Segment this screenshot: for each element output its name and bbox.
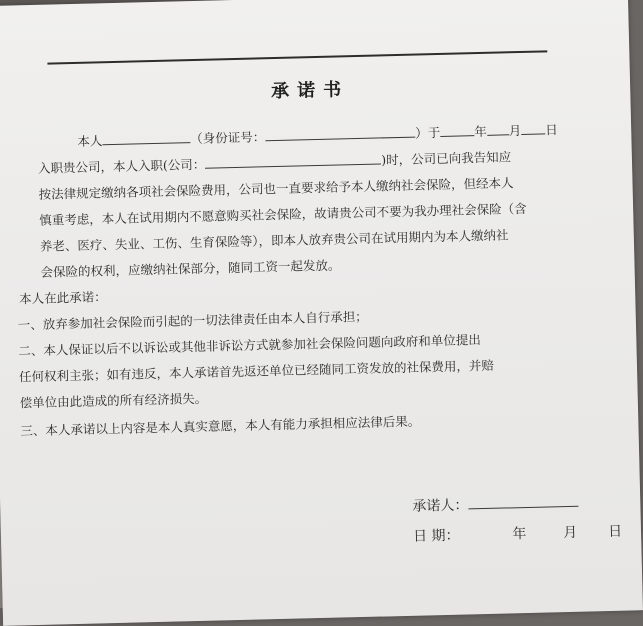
line-11: 偿单位由此造成的所有经济损失。: [19, 390, 208, 411]
line-1: [77, 120, 558, 150]
date-year-label: 年: [512, 526, 527, 543]
spacer: [531, 537, 559, 538]
date-row: [413, 521, 623, 546]
signer-label: 承诺人：: [412, 497, 469, 515]
spacer: [582, 536, 604, 537]
line-10: 任何权利主张；如有违反，本人承诺首先返还单位已经随同工资发放的社保费用，并赔: [18, 357, 495, 385]
line-3: 按法律规定缴纳各项社会保险费用，公司也一直要求给予本人缴纳社会保险，但经本人: [38, 175, 514, 202]
line-8: 一、放弃参加社会保险而引起的一切法律责任由本人自行承担；: [17, 308, 368, 333]
text-segment: 年: [474, 123, 487, 140]
document-title: 承诺书: [270, 79, 350, 103]
date-month-label: 月: [563, 524, 578, 542]
line-4: 慎重考虑，本人在试用期内不愿意购买社会保险，故请贵公司不要为我办理社会保险（含: [39, 200, 527, 228]
line-12: 三、本人承诺以上内容是本人真实意愿，本人有能力承担相应法律后果。: [20, 413, 421, 439]
id-number-blank: [265, 125, 415, 142]
date-label: 日 期：: [412, 527, 460, 545]
spacer: [464, 538, 508, 539]
signer-blank: [468, 492, 578, 510]
text-segment: 日: [545, 122, 558, 138]
day-blank: [521, 121, 545, 135]
top-rule: [47, 50, 547, 64]
text-segment: （身份证号：: [190, 129, 266, 147]
line-5: 养老、医疗、失业、工伤、生育保险等），即本人放弃贵公司在试用期内为本人缴纳社: [39, 227, 509, 254]
text-segment: 月: [508, 123, 522, 139]
text-segment: 入职贵公司，本人入职(公司：: [37, 156, 206, 176]
line-9: 二、本人保证以后不以诉讼或其他非诉讼方式就参加社会保险问题向政府和单位提出: [18, 332, 481, 359]
name-blank: [102, 130, 190, 145]
date-day-label: 日: [608, 523, 623, 541]
year-blank: [440, 123, 474, 137]
signer-row: [412, 492, 578, 516]
text-segment: )时，公司已向我告知应: [381, 149, 512, 168]
line-7: 本人在此承诺：: [18, 289, 107, 307]
text-segment: 本人: [77, 133, 103, 149]
month-blank: [487, 122, 509, 136]
line-6: 会保险的权利，应缴纳社保部分，随同工资一起发放。: [40, 257, 341, 280]
line-2: [38, 147, 512, 177]
company-blank: [205, 151, 381, 168]
text-segment: ）于: [415, 124, 441, 141]
